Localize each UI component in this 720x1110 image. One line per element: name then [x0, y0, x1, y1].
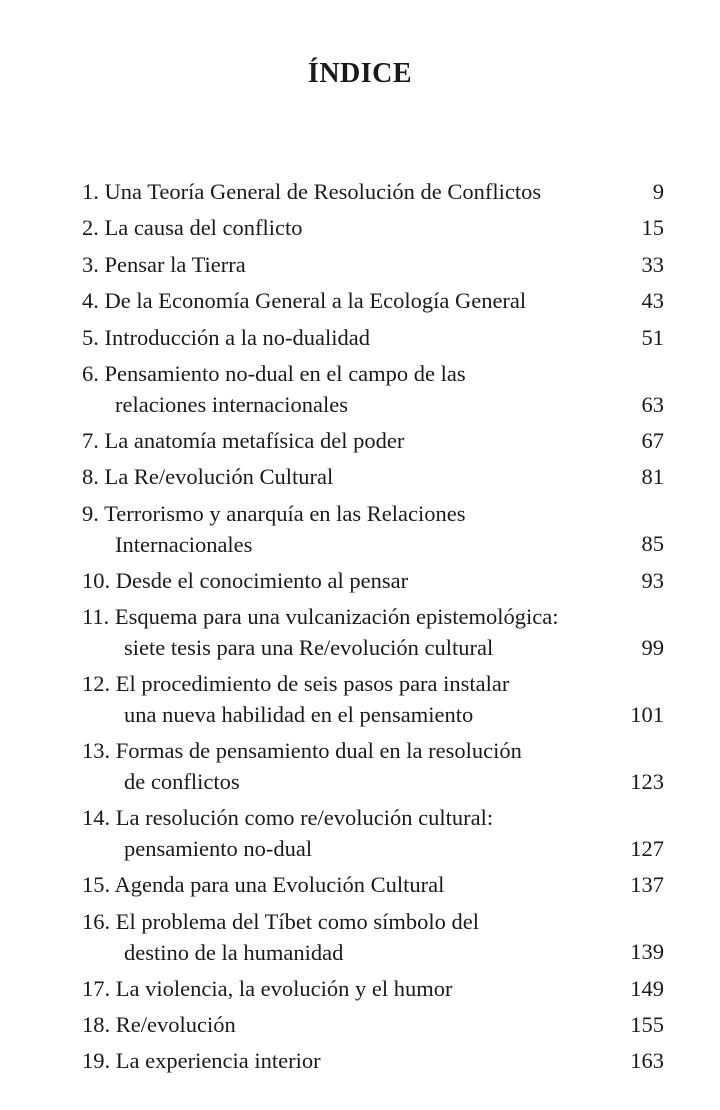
page-title: ÍNDICE	[307, 58, 413, 89]
toc-entry-page: 85	[641, 531, 664, 557]
toc-entry-title	[82, 563, 664, 599]
toc-entry-page: 67	[641, 428, 664, 454]
toc-entry-title	[82, 1007, 664, 1043]
toc-entry-page: 51	[641, 324, 664, 350]
toc-entry-line: 3. Pensar la Tierra	[82, 251, 246, 277]
toc-entry-title	[82, 735, 664, 797]
toc-entry-page: 127	[630, 835, 664, 861]
toc-entry-title	[82, 283, 664, 319]
toc-entry-title	[82, 906, 664, 968]
toc-entry-page: 101	[630, 701, 664, 727]
toc-entry-line: 9. Terrorismo y anarquía en las Relaciones	[82, 500, 466, 526]
toc-entry-7	[82, 423, 664, 459]
toc-entry-line: 19. La experiencia interior	[82, 1048, 321, 1074]
toc-entry-line: 4. De la Economía General a la Ecología General	[82, 288, 527, 314]
toc-entry-line: 6. Pensamiento no-dual en el campo de las	[82, 361, 466, 387]
toc-entry-page: 139	[630, 939, 664, 965]
toc-entry-11	[82, 599, 664, 666]
toc-entry-title	[82, 174, 664, 210]
toc-entry-line: 13. Formas de pensamiento dual en la resolución	[82, 738, 522, 764]
toc-entry-line: 7. La anatomía metafísica del poder	[82, 428, 405, 454]
toc-entry-line: de conflictos	[124, 769, 240, 795]
toc-entry-line: 8. La Re/evolución Cultural	[82, 464, 334, 490]
toc-entry-line: 12. El procedimiento de seis pasos para instalar	[82, 671, 510, 697]
toc-entry-page: 63	[641, 391, 664, 417]
toc-entry-page: 43	[641, 288, 664, 314]
toc-entry-line: 5. Introducción a la no-dualidad	[82, 324, 371, 350]
toc-entry-1	[82, 174, 664, 210]
toc-entry-line: una nueva habilidad en el pensamiento	[124, 702, 474, 728]
toc-entry-15	[82, 867, 664, 903]
toc-entry-line: 2. La causa del conflicto	[82, 215, 303, 241]
toc-entry-title	[82, 971, 664, 1007]
toc-entry-page: 81	[641, 464, 664, 490]
toc-entry-title	[82, 423, 664, 459]
toc-entry-page: 15	[641, 215, 664, 241]
toc-entry-page: 9	[652, 179, 664, 204]
toc-entry-title	[82, 459, 664, 495]
toc-entry-page: 99	[641, 634, 664, 660]
toc-entry-title	[82, 867, 664, 903]
toc-entry-14	[82, 800, 664, 867]
toc-entry-page: 137	[630, 872, 664, 898]
toc-entry-page: 123	[630, 768, 664, 794]
toc-entry-title	[82, 1043, 664, 1079]
table-of-contents	[82, 174, 664, 1080]
toc-entry-line: 17. La violencia, la evolución y el humor	[82, 975, 453, 1001]
toc-entry-19	[82, 1043, 664, 1079]
toc-entry-title	[82, 358, 664, 420]
toc-entry-18	[82, 1007, 664, 1043]
toc-entry-page: 93	[641, 567, 664, 593]
toc-entry-line: 16. El problema del Tíbet como símbolo del	[82, 908, 480, 934]
toc-entry-3	[82, 247, 664, 283]
toc-entry-title	[82, 668, 664, 730]
toc-entry-line: 11. Esquema para una vulcanización epistemológica:	[82, 604, 559, 630]
toc-entry-6	[82, 356, 664, 423]
toc-entry-line: destino de la humanidad	[124, 939, 344, 965]
toc-entry-10	[82, 563, 664, 599]
toc-entry-title	[82, 498, 664, 560]
toc-entry-title	[82, 210, 664, 246]
toc-entry-line: 10. Desde el conocimiento al pensar	[82, 567, 409, 593]
toc-entry-title	[82, 601, 664, 663]
toc-entry-17	[82, 971, 664, 1007]
toc-entry-line: pensamiento no-dual	[124, 836, 313, 862]
toc-entry-page: 149	[630, 975, 664, 1001]
toc-entry-page: 33	[641, 251, 664, 277]
toc-entry-12	[82, 666, 664, 733]
toc-entry-line: siete tesis para una Re/evolución cultural	[124, 635, 494, 661]
toc-entry-title	[82, 320, 664, 356]
toc-entry-line: 1. Una Teoría General de Resolución de Conflictos	[82, 179, 542, 204]
toc-entry-line: Internacionales	[115, 531, 253, 557]
toc-entry-4	[82, 283, 664, 319]
toc-entry-9	[82, 496, 664, 563]
toc-entry-page: 155	[630, 1012, 664, 1038]
toc-entry-2	[82, 210, 664, 246]
toc-entry-5	[82, 320, 664, 356]
toc-entry-line: relaciones internacionales	[115, 392, 349, 418]
toc-entry-13	[82, 733, 664, 800]
toc-entry-16	[82, 904, 664, 971]
toc-entry-title	[82, 247, 664, 283]
toc-entry-line: 14. La resolución como re/evolución cultural:	[82, 805, 494, 831]
toc-entry-8	[82, 459, 664, 495]
toc-entry-page: 163	[630, 1048, 664, 1074]
toc-entry-title	[82, 802, 664, 864]
toc-entry-line: 18. Re/evolución	[82, 1012, 236, 1038]
toc-entry-line: 15. Agenda para una Evolución Cultural	[82, 872, 445, 898]
